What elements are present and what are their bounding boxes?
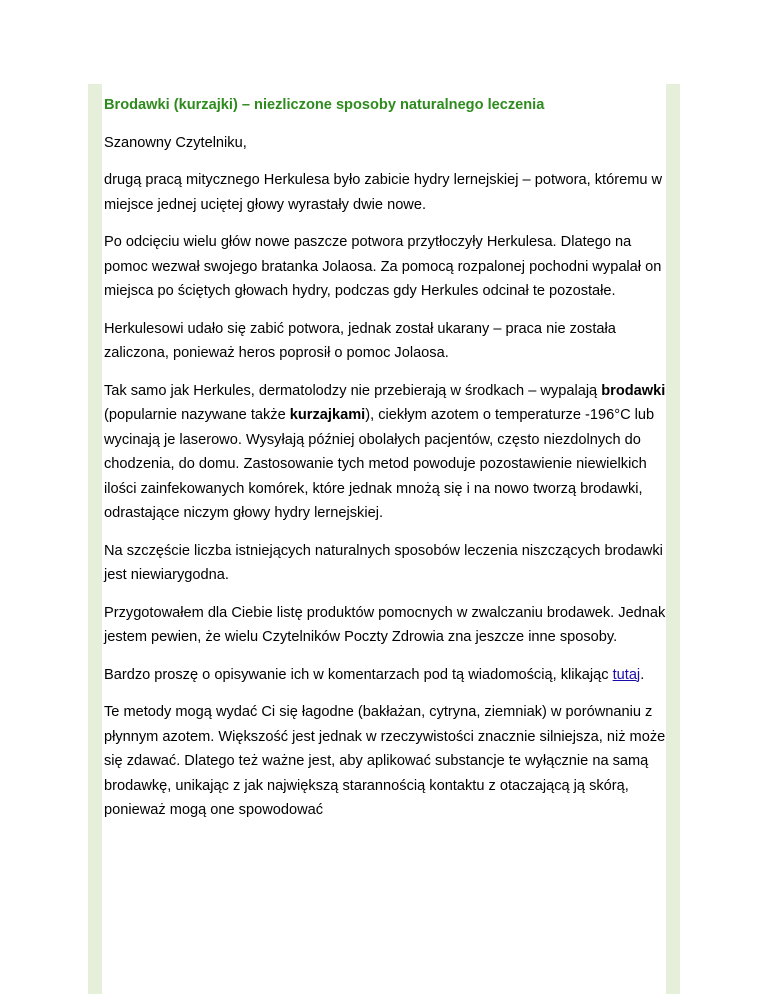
paragraph-3: Herkulesowi udało się zabić potwora, jednak został ukarany – praca nie została zaliczona, ponieważ heros poprosił o pomoc Jolaosa. [104, 320, 616, 361]
paragraph-7-text-1: Bardzo proszę o opisywanie ich w komentarzach pod tą wiadomością, klikając [104, 666, 613, 683]
paragraph-1: drugą pracą mitycznego Herkulesa było zabicie hydry lernejskiej – potwora, któremu w miejsce jednej uciętej głowy wyrastały dwie nowe. [104, 172, 663, 213]
paragraph-7-text-2: . [640, 666, 645, 683]
article-title: Brodawki (kurzajki) – niezliczone sposoby naturalnego leczenia [104, 97, 545, 113]
paragraph-2: Po odcięciu wielu głów nowe paszcze potwora przytłoczyły Herkulesa. Dlatego na pomoc wezwał swojego bratanka Jolaosa. Za pomocą rozpalonej pochodni wypalał on miejsca po ściętych głowach hydry, podczas gdy Herkules odcinał te pozostałe. [104, 234, 662, 299]
paragraph-5: Na szczęście liczba istniejących naturalnych sposobów leczenia niszczących brodawki jest niewiarygodna. [104, 542, 663, 583]
paragraph-4 [104, 379, 666, 526]
comment-link[interactable]: tutaj [612, 666, 641, 683]
paragraph-6: Przygotowałem dla Ciebie listę produktów pomocnych w zwalczaniu brodawek. Jednak jestem pewien, że wielu Czytelników Poczty Zdrowia zna jeszcze inne sposoby. [104, 604, 666, 645]
paragraph-4-text-1: Tak samo jak Herkules, dermatolodzy nie przebierają w środkach – wypalają [104, 382, 602, 399]
paragraph-4-text-3: ), ciekłym azotem o temperaturze -196°C lub wycinają je laserowo. Wysyłają później obolałych pacjentów, często niezdolnych do chodzenia, do domu. Zastosowanie tych metod powoduje pozostawienie niewielkich ilości zainfekowanych komórek, które jednak mnożą się i na nowo tworzą brodawki, odrastające niczym głowy hydry lernejskiej. [104, 407, 655, 521]
article-body [104, 93, 666, 836]
greeting: Szanowny Czytelniku, [104, 134, 247, 151]
paragraph-7 [104, 663, 666, 688]
keyword-kurzajki: kurzajkami [289, 407, 366, 423]
right-decorative-bar [666, 84, 680, 994]
left-decorative-bar [88, 84, 102, 994]
paragraph-8: Te metody mogą wydać Ci się łagodne (bakłażan, cytryna, ziemniak) w porównaniu z płynnym azotem. Większość jest jednak w rzeczywistości znacznie silniejsza, niż może się zdawać. Dlatego też ważne jest, aby aplikować substancje te wyłącznie na samą brodawkę, unikając z jak największą starannością kontaktu z otaczającą ją skórą, ponieważ mogą one spowodować [104, 704, 666, 818]
keyword-brodawki: brodawki [601, 382, 666, 399]
paragraph-4-text-2: (popularnie nazywane także [104, 407, 290, 423]
